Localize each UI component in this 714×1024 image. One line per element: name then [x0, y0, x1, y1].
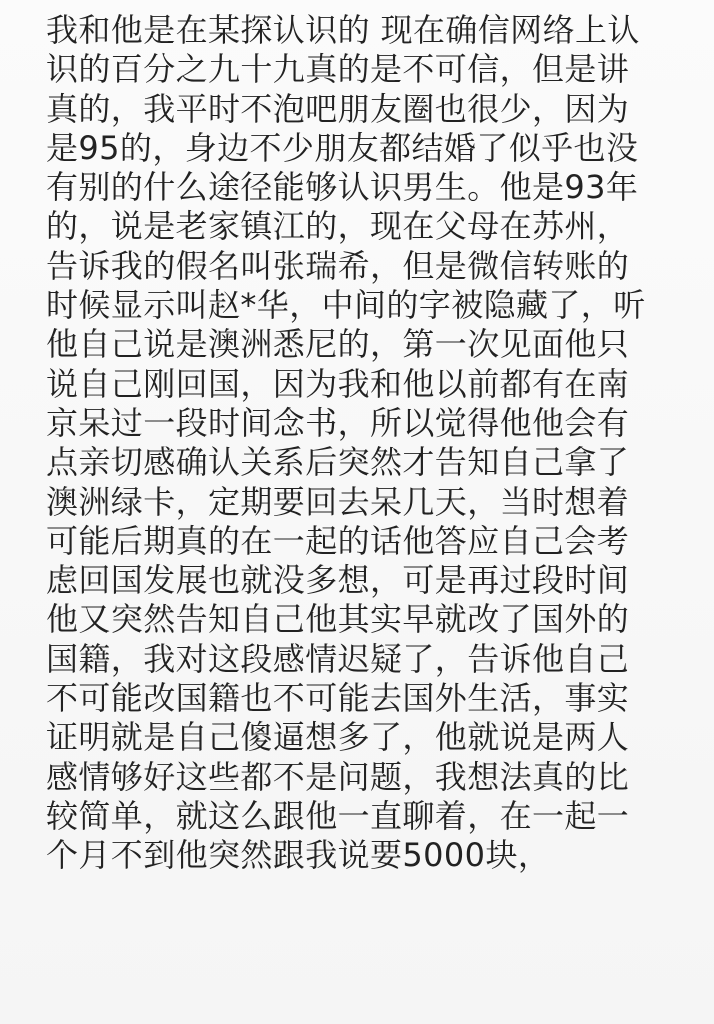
note-line: 个月不到他突然跟我说要5000块， [46, 836, 551, 875]
note-line: 较简单，就这么跟他一直聊着，在一起一 [46, 796, 630, 835]
note-line: 真的，我平时不泡吧朋友圈也很少，因为 [46, 89, 630, 128]
note-line: 是95的，身边不少朋友都结婚了似乎也没 [46, 128, 639, 167]
note-line: 点亲切感确认关系后突然才告知自己拿了 [46, 443, 630, 482]
note-line: 可能后期真的在一起的话他答应自己会考 [46, 521, 630, 560]
note-line: 感情够好这些都不是问题，我想法真的比 [46, 757, 630, 796]
note-line: 识的百分之九十九真的是不可信，但是讲 [46, 50, 630, 89]
note-line: 国籍，我对这段感情迟疑了，告诉他自己 [46, 639, 630, 678]
note-line: 京呆过一段时间念书，所以觉得他他会有 [46, 403, 630, 442]
note-line: 有别的什么途径能够认识男生。他是93年 [46, 168, 639, 207]
note-body [46, 11, 686, 876]
note-line: 澳洲绿卡，定期要回去呆几天，当时想着 [46, 482, 630, 521]
note-line: 不可能改国籍也不可能去国外生活，事实 [46, 679, 630, 718]
note-line: 时候显示叫赵*华，中间的字被隐藏了，听 [46, 286, 646, 325]
note-line: 我和他是在某探认识的 现在确信网络上认 [46, 11, 640, 49]
note-line: 他又突然告知自己他其实早就改了国外的 [46, 600, 630, 639]
note-line: 的，说是老家镇江的，现在父母在苏州， [46, 207, 630, 246]
note-line: 他自己说是澳洲悉尼的，第一次见面他只 [46, 325, 630, 364]
note-line: 证明就是自己傻逼想多了，他就说是两人 [46, 718, 630, 757]
note-line: 说自己刚回国，因为我和他以前都有在南 [46, 364, 630, 403]
note-line: 告诉我的假名叫张瑞希，但是微信转账的 [46, 246, 630, 285]
note-line: 虑回国发展也就没多想，可是再过段时间 [46, 561, 630, 600]
